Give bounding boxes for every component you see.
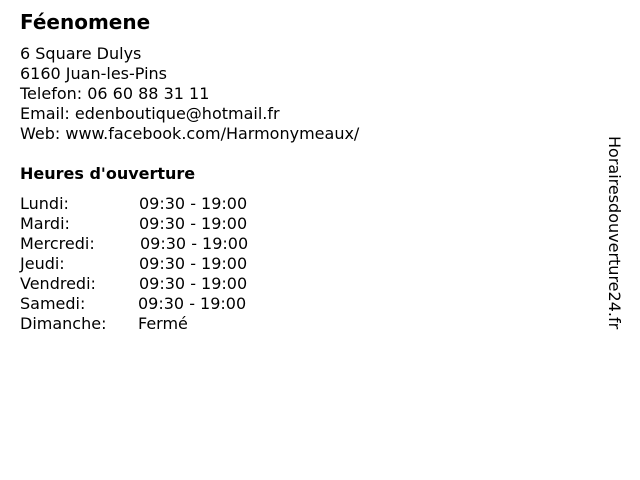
time-value: 09:30 - 19:00 <box>139 274 248 293</box>
day-label: Jeudi: <box>20 254 65 273</box>
day-label: Lundi: <box>20 194 69 213</box>
day-label: Mercredi: <box>20 234 95 253</box>
address-street: 6 Square Dulys <box>20 44 142 63</box>
email-address: Email: edenboutique@hotmail.fr <box>20 104 280 123</box>
day-label: Samedi: <box>20 294 86 313</box>
site-watermark <box>605 136 636 376</box>
website-link[interactable]: Web: www.facebook.com/Harmonymeaux/ <box>20 124 360 143</box>
business-contact-block <box>20 44 359 144</box>
opening-hours-heading: Heures d'ouverture <box>20 164 196 183</box>
business-name: Féenomene <box>20 10 151 34</box>
day-label: Mardi: <box>20 214 70 233</box>
time-value: 09:30 - 19:00 <box>138 294 247 313</box>
watermark-text: Horairesdouverture24.fr <box>605 136 624 330</box>
day-label: Dimanche: <box>20 314 107 333</box>
time-value: 09:30 - 19:00 <box>139 194 248 213</box>
time-value: 09:30 - 19:00 <box>139 214 248 233</box>
time-value: 09:30 - 19:00 <box>139 254 248 273</box>
time-value: 09:30 - 19:00 <box>140 234 249 253</box>
time-value: Fermé <box>138 314 188 333</box>
address-city: 6160 Juan-les-Pins <box>20 64 167 83</box>
day-label: Vendredi: <box>20 274 96 293</box>
phone-number: Telefon: 06 60 88 31 11 <box>20 84 210 103</box>
